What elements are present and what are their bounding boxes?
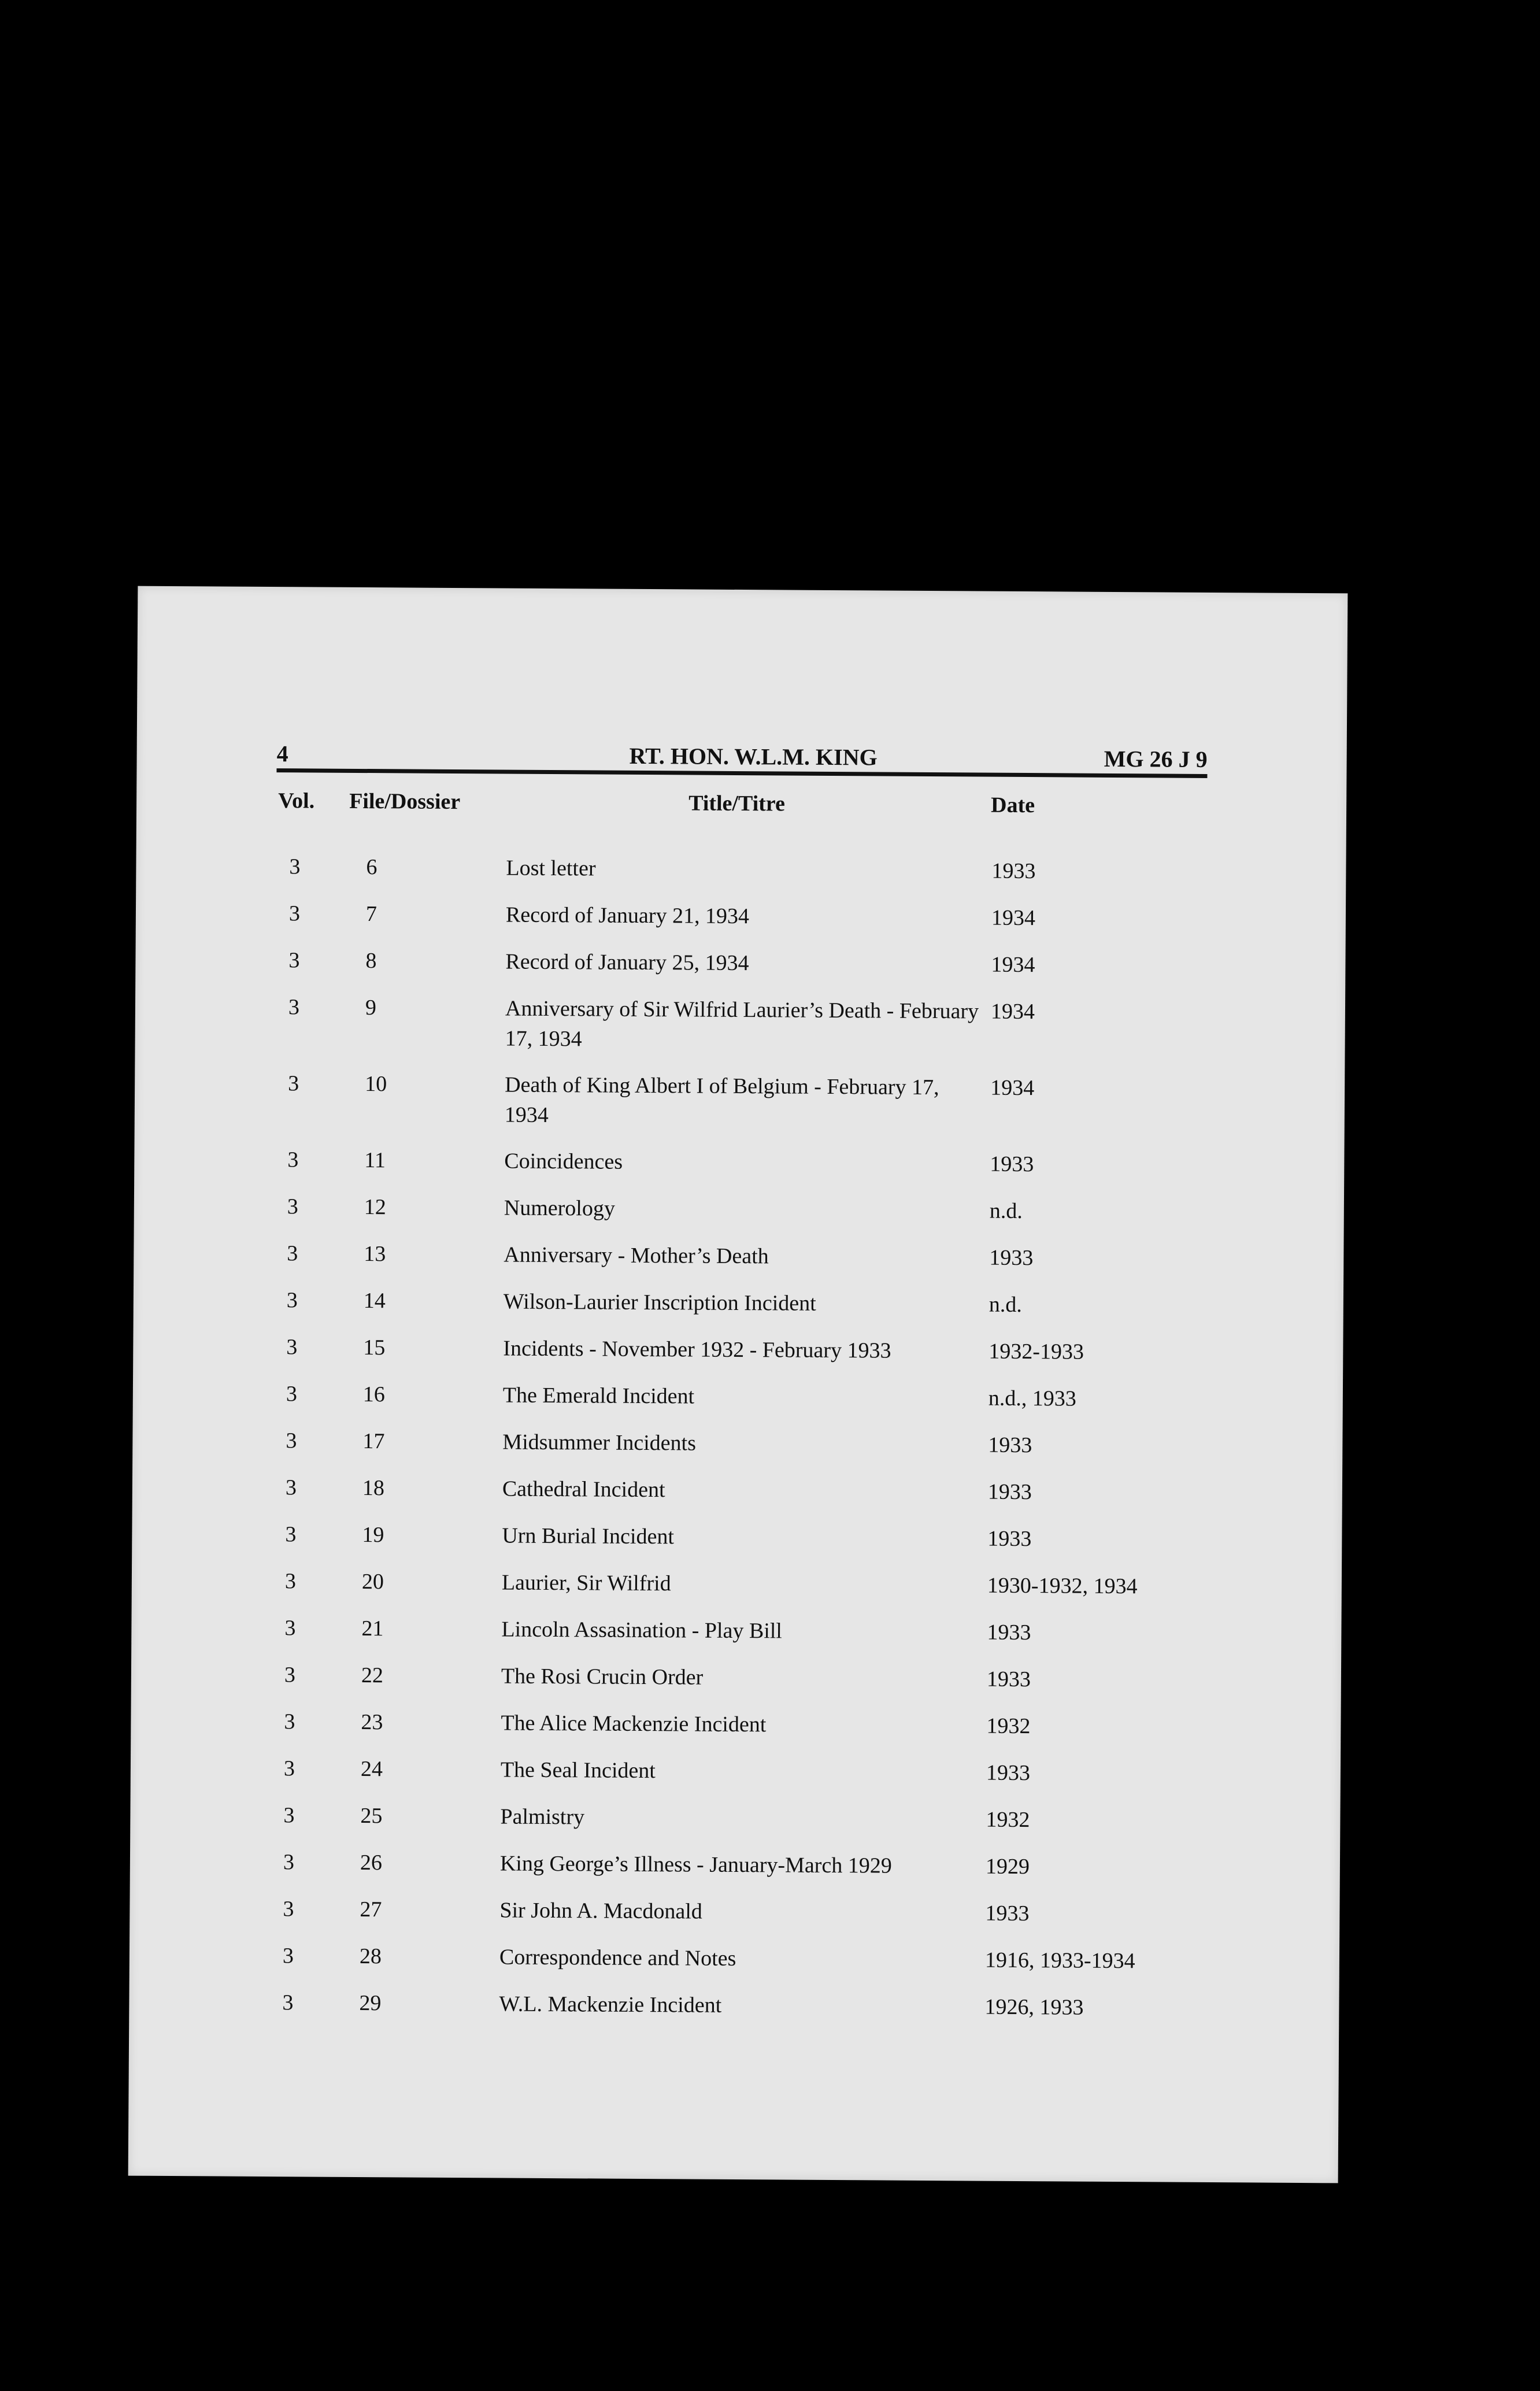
- table-row: [133, 1425, 1343, 1458]
- row-date: 1933: [990, 1152, 1034, 1177]
- row-title: The Alice Mackenzie Incident: [501, 1711, 767, 1737]
- row-title: Cathedral Incident: [502, 1476, 665, 1502]
- row-title: Record of January 25, 1934: [505, 949, 749, 976]
- table-row: [130, 1893, 1340, 1926]
- row-file: 19: [362, 1523, 384, 1548]
- table-row: [131, 1753, 1341, 1786]
- row-date: 1932: [986, 1713, 1031, 1739]
- row-title: Lost letter: [506, 856, 596, 881]
- row-file: 22: [361, 1663, 384, 1688]
- row-date: 1933: [988, 1433, 1032, 1458]
- table-row: [132, 1519, 1342, 1552]
- reference-code: MG 26 J 9: [1104, 745, 1208, 772]
- row-date: 1933: [987, 1526, 1032, 1552]
- row-date: 1934: [991, 952, 1035, 978]
- row-file: 15: [363, 1335, 386, 1360]
- row-date: 1933: [991, 858, 1036, 884]
- table-row: [129, 1940, 1339, 1974]
- row-title: Anniversary of Sir Wilfrid Laurier’s Death - February 17, 1934: [505, 996, 979, 1052]
- row-file: 25: [360, 1804, 383, 1829]
- table-row: [132, 1472, 1342, 1505]
- row-title: The Seal Incident: [500, 1757, 656, 1783]
- row-vol: 3: [287, 1194, 298, 1219]
- row-vol: 3: [288, 1071, 299, 1096]
- row-file: 10: [365, 1072, 387, 1097]
- row-title: The Emerald Incident: [502, 1383, 695, 1409]
- row-file: 23: [361, 1710, 383, 1735]
- row-title: Anniversary - Mother’s Death: [504, 1242, 769, 1269]
- row-date: 1934: [990, 999, 1035, 1024]
- row-date: 1932-1933: [989, 1339, 1084, 1364]
- row-vol: 3: [288, 901, 301, 926]
- row-date: 1926, 1933: [984, 1994, 1084, 2020]
- row-vol: 3: [283, 1803, 295, 1828]
- row-date: 1916, 1933-1934: [984, 1948, 1135, 1974]
- table-row: [136, 851, 1346, 884]
- file-list: [128, 586, 1348, 2183]
- table-row: [131, 1659, 1341, 1692]
- table-row: [134, 1191, 1344, 1224]
- table-row: [135, 1144, 1345, 1177]
- row-title: Incidents - November 1932 - February 1933: [503, 1336, 891, 1363]
- collection-title: RT. HON. W.L.M. KING: [629, 742, 878, 771]
- row-date: 1930-1932, 1934: [987, 1573, 1138, 1599]
- row-vol: 3: [286, 1382, 298, 1407]
- row-date: 1933: [986, 1760, 1031, 1786]
- row-file: 14: [363, 1289, 386, 1313]
- table-row: [131, 1706, 1341, 1739]
- row-date: 1933: [987, 1479, 1032, 1505]
- row-date: 1932: [986, 1807, 1030, 1833]
- row-file: 8: [365, 949, 377, 974]
- row-file: 24: [360, 1757, 383, 1782]
- row-file: 7: [365, 902, 377, 927]
- row-title: Coincidences: [504, 1149, 623, 1174]
- row-file: 13: [364, 1242, 386, 1267]
- row-vol: 3: [287, 1148, 299, 1172]
- table-row: [135, 991, 1345, 1052]
- table-row: [135, 1068, 1345, 1127]
- row-title: W.L. Mackenzie Incident: [499, 1992, 722, 2018]
- row-vol: 3: [286, 1428, 297, 1453]
- row-vol: 3: [285, 1522, 297, 1547]
- row-vol: 3: [282, 1944, 294, 1968]
- column-header-date: Date: [991, 793, 1035, 818]
- table-row: [134, 1285, 1343, 1317]
- row-vol: 3: [286, 1288, 298, 1313]
- row-title: Death of King Albert I of Belgium - February 17, 1934: [504, 1072, 939, 1127]
- row-date: 1933: [987, 1620, 1031, 1645]
- row-file: 6: [366, 855, 377, 880]
- table-row: [133, 1378, 1343, 1411]
- row-title: Numerology: [504, 1196, 616, 1221]
- table-row: [136, 898, 1346, 931]
- page-number: 4: [276, 741, 288, 767]
- row-file: 12: [364, 1195, 386, 1220]
- table-row: [131, 1800, 1341, 1833]
- row-vol: 3: [282, 1990, 294, 2015]
- table-row: [132, 1565, 1342, 1599]
- row-file: 9: [365, 995, 377, 1020]
- table-row: [129, 1987, 1339, 2020]
- row-date: n.d., 1933: [988, 1386, 1076, 1411]
- row-title: Record of January 21, 1934: [505, 902, 750, 929]
- row-title: Urn Burial Incident: [502, 1523, 675, 1549]
- row-vol: 3: [289, 854, 301, 879]
- row-vol: 3: [288, 995, 300, 1020]
- table-row: [130, 1846, 1340, 1879]
- column-header-file: File/Dossier: [349, 789, 461, 815]
- row-vol: 3: [284, 1569, 297, 1594]
- row-vol: 3: [284, 1709, 295, 1734]
- row-title: Midsummer Incidents: [502, 1430, 697, 1456]
- row-title: Wilson-Laurier Inscription Incident: [503, 1289, 816, 1316]
- row-date: n.d.: [989, 1198, 1023, 1224]
- column-header-title: Title/Titre: [688, 791, 786, 816]
- row-vol: 3: [285, 1475, 297, 1500]
- row-vol: 3: [283, 1897, 294, 1922]
- row-vol: 3: [283, 1756, 295, 1781]
- row-title: Correspondence and Notes: [499, 1945, 736, 1971]
- row-date: n.d.: [989, 1292, 1022, 1317]
- row-file: 11: [364, 1148, 386, 1173]
- row-file: 29: [359, 1991, 382, 2016]
- row-date: 1934: [991, 905, 1036, 931]
- row-file: 21: [361, 1616, 384, 1641]
- row-file: 26: [360, 1850, 383, 1875]
- row-date: 1933: [989, 1245, 1034, 1271]
- row-vol: 3: [288, 948, 300, 973]
- row-vol: 3: [283, 1850, 295, 1875]
- row-date: 1929: [985, 1854, 1030, 1879]
- row-date: 1934: [990, 1075, 1035, 1101]
- row-file: 28: [359, 1944, 382, 1969]
- row-file: 17: [362, 1429, 385, 1454]
- row-date: 1933: [985, 1901, 1030, 1926]
- row-file: 18: [362, 1476, 385, 1501]
- row-title: King George’s Illness - January-March 1929: [499, 1851, 892, 1878]
- table-row: [134, 1331, 1343, 1364]
- table-row: [136, 945, 1346, 978]
- row-vol: 3: [286, 1335, 298, 1360]
- document-page: [128, 586, 1348, 2183]
- column-header-vol: Vol.: [278, 789, 315, 813]
- row-title: Sir John A. Macdonald: [499, 1898, 702, 1924]
- row-title: Lincoln Assasination - Play Bill: [501, 1617, 783, 1644]
- table-row: [132, 1612, 1342, 1645]
- row-title: Palmistry: [500, 1804, 585, 1830]
- row-vol: 3: [287, 1241, 298, 1266]
- row-file: 16: [362, 1382, 386, 1407]
- row-date: 1933: [986, 1667, 1031, 1692]
- row-file: 27: [360, 1897, 382, 1922]
- row-title: Laurier, Sir Wilfrid: [501, 1570, 671, 1596]
- table-row: [134, 1238, 1344, 1271]
- row-file: 20: [361, 1570, 384, 1594]
- row-vol: 3: [284, 1663, 296, 1687]
- row-vol: 3: [284, 1616, 296, 1641]
- row-title: The Rosi Crucin Order: [501, 1664, 704, 1690]
